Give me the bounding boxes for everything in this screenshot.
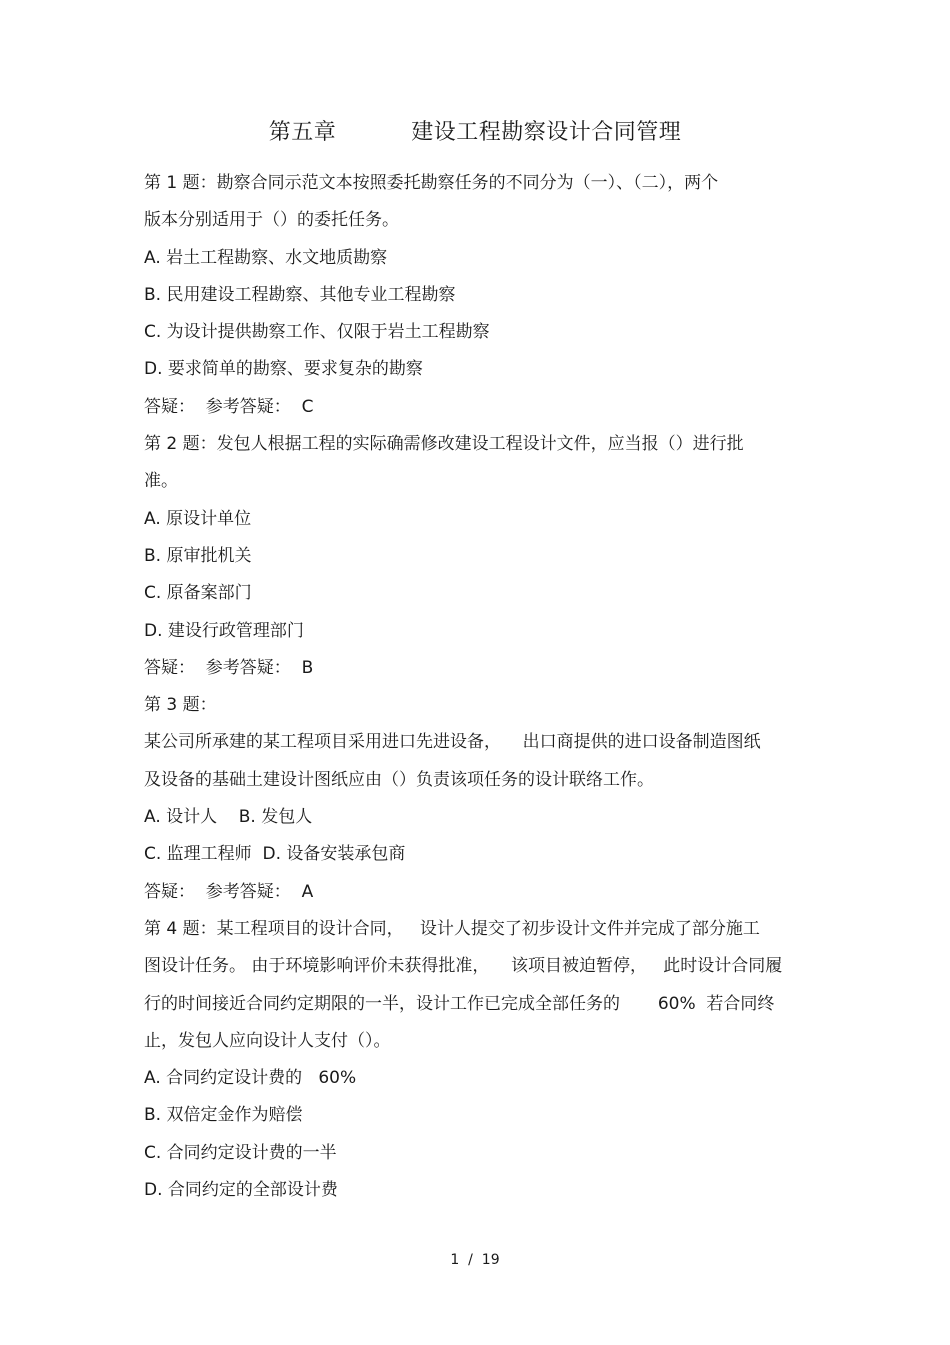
- text-line: C. 监理工程师 D. 设备安装承包商: [144, 844, 406, 865]
- text-line: 准。: [144, 471, 178, 492]
- text-line: 第 3 题：: [144, 695, 217, 716]
- text-line: 止，发包人应向设计人支付（）。: [144, 1030, 391, 1051]
- text-line: 答疑： 参考答疑： C: [144, 396, 314, 417]
- text-line: D. 要求简单的勘察、要求复杂的勘察: [144, 359, 423, 380]
- text-line: 第 1 题：勘察合同示范文本按照委托勘察任务的不同分为（一）、（二），两个: [144, 173, 719, 193]
- text-line: B. 双倍定金作为赔偿: [144, 1105, 303, 1126]
- text-line: C. 合同约定设计费的一半: [144, 1142, 337, 1163]
- text-line: 及设备的基础土建设计图纸应由（）负责该项任务的设计联络工作。: [144, 769, 654, 790]
- text-line: B. 民用建设工程勘察、其他专业工程勘察: [144, 284, 456, 305]
- chapter-title: 第五章 建设工程勘察设计合同管理: [268, 120, 682, 145]
- text-line: 第 4 题：某工程项目的设计合同， 设计人提交了初步设计文件并完成了部分施工: [144, 918, 760, 939]
- text-line: 图设计任务。 由于环境影响评价未获得批准， 该项目被迫暂停， 此时设计合同履: [144, 956, 783, 977]
- text-line: D. 合同约定的全部设计费: [144, 1180, 338, 1201]
- text-line: C. 原备案部门: [144, 583, 252, 604]
- page-indicator: 1 / 19: [450, 1252, 500, 1268]
- text-line: D. 建设行政管理部门: [144, 620, 304, 641]
- text-line: A. 原设计单位: [144, 508, 252, 529]
- text-line: A. 岩土工程勘察、水文地质勘察: [144, 247, 388, 268]
- text-line: 某公司所承建的某工程项目采用进口先进设备， 出口商提供的进口设备制造图纸: [144, 732, 761, 753]
- text-line: 版本分别适用于（）的委托任务。: [144, 210, 399, 231]
- text-line: B. 原审批机关: [144, 545, 252, 566]
- text-line: 答疑： 参考答疑： A: [144, 881, 314, 902]
- text-line: C. 为设计提供勘察工作、仅限于岩土工程勘察: [144, 322, 490, 343]
- text-line: A. 设计人 B. 发包人: [144, 807, 313, 828]
- text-line: 第 2 题：发包人根据工程的实际确需修改建设工程设计文件，应当报（）进行批: [144, 434, 744, 455]
- question-content: [144, 165, 814, 1209]
- text-line: 行的时间接近合同约定期限的一半，设计工作已完成全部任务的 60% 若合同终: [144, 993, 775, 1014]
- text-line: 答疑： 参考答疑： B: [144, 657, 314, 678]
- text-line: A. 合同约定设计费的 60%: [144, 1068, 357, 1089]
